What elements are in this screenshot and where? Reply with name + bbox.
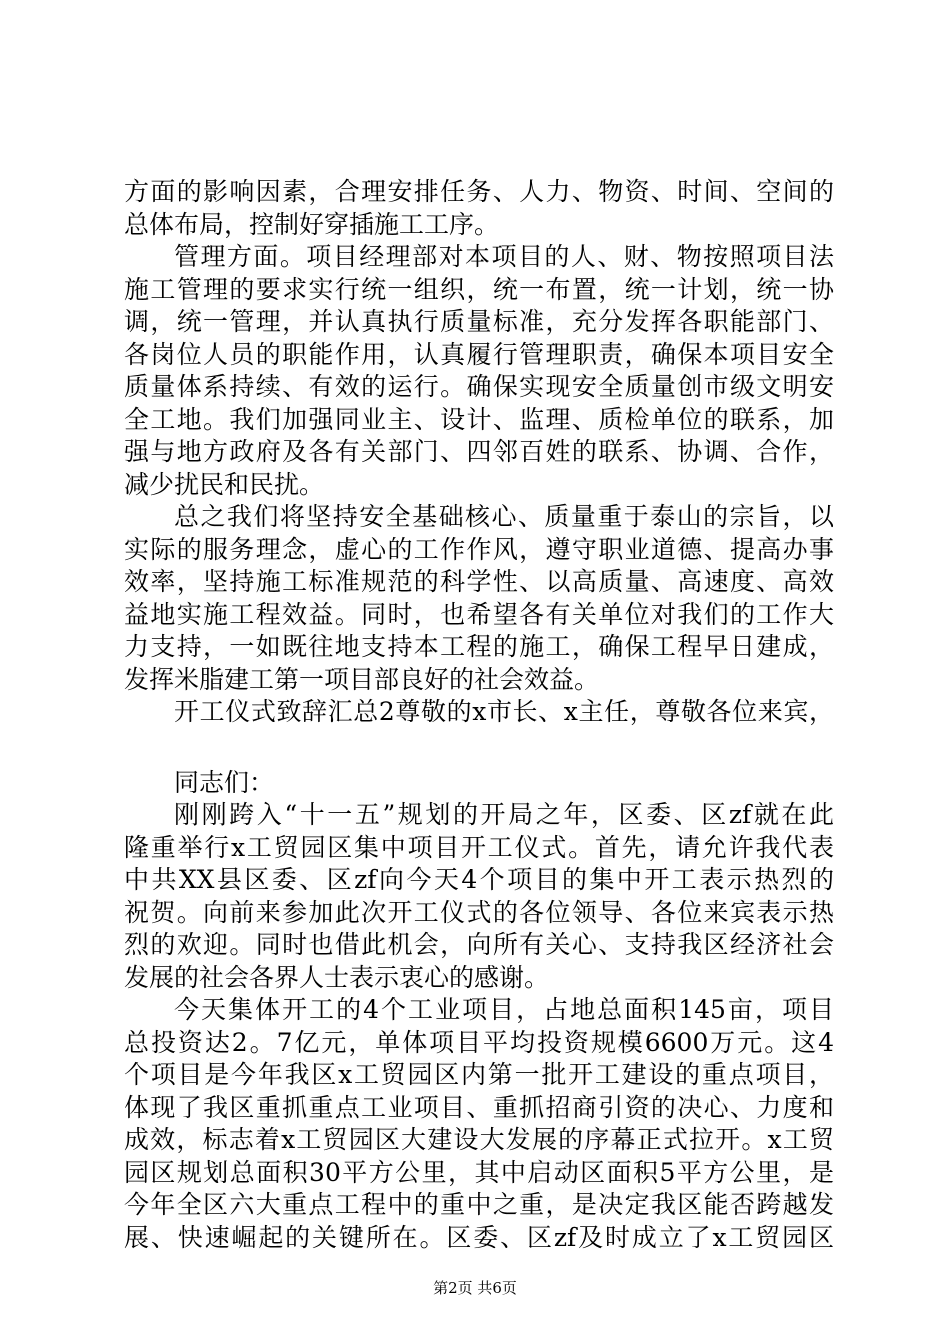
- text-line: 全工地。我们加强同业主、设计、监理、质检单位的联系，加: [124, 404, 834, 434]
- text-line: 强与地方政府及各有关部门、四邻百姓的联系、协调、合作，: [124, 437, 834, 466]
- text-line: 园区规划总面积30平方公里，其中启动区面积5平方公里，是: [124, 1157, 834, 1187]
- text-line: 同志们：: [174, 767, 275, 797]
- text-line: 效率，坚持施工标准规范的科学性、以高质量、高速度、高效: [124, 567, 834, 596]
- paragraph: [124, 501, 834, 696]
- text-line: 烈的欢迎。同时也借此机会，向所有关心、支持我区经济社会: [124, 930, 834, 959]
- text-line: 今天集体开工的4个工业项目，占地总面积145亩，项目: [174, 995, 834, 1024]
- text-line: 质量体系持续、有效的运行。确保实现安全质量创市级文明安: [124, 372, 834, 401]
- text-line: 今年全区六大重点工程中的重中之重，是决定我区能否跨越发: [124, 1190, 834, 1219]
- text-line: 总投资达2。7亿元，单体项目平均投资规模6600万元。这4: [124, 1027, 834, 1057]
- text-line: 个项目是今年我区x工贸园区内第一批开工建设的重点项目，: [124, 1060, 834, 1089]
- speech-heading: [124, 696, 834, 729]
- text-line: 体现了我区重抓重点工业项目、重抓招商引资的决心、力度和: [124, 1092, 834, 1122]
- text-line: 开工仪式致辞汇总2尊敬的x市长、x主任，尊敬各位来宾，: [174, 697, 834, 726]
- text-line: 隆重举行x工贸园区集中项目开工仪式。首先，请允许我代表: [124, 832, 834, 862]
- text-line: 减少扰民和民扰。: [124, 469, 325, 499]
- paragraph-gap: [124, 729, 834, 767]
- paragraph: [124, 241, 834, 501]
- text-line: 总体布局，控制好穿插施工工序。: [124, 209, 500, 239]
- text-line: 益地实施工程效益。同时，也希望各有关单位对我们的工作大: [124, 599, 834, 629]
- text-line: 总之我们将坚持安全基础核心、质量重于泰山的宗旨，以: [174, 502, 834, 531]
- text-line: 方面的影响因素，合理安排任务、人力、物资、时间、空间的: [124, 177, 834, 206]
- text-line: 实际的服务理念，虚心的工作作风，遵守职业道德、提高办事: [124, 534, 834, 564]
- text-line: 各岗位人员的职能作用，认真履行管理职责，确保本项目安全: [124, 339, 834, 369]
- paragraph: [124, 994, 834, 1254]
- text-line: 力支持，一如既往地支持本工程的施工，确保工程早日建成，: [124, 632, 834, 661]
- text-line: 发挥米脂建工第一项目部良好的社会效益。: [124, 664, 600, 694]
- page-number: 第2页 共6页: [433, 1279, 517, 1297]
- document-body: [124, 176, 834, 1254]
- salutation: [124, 767, 834, 800]
- paragraph: [124, 799, 834, 994]
- text-line: 展、快速崛起的关键所在。区委、区zf及时成立了x工贸园区: [124, 1222, 834, 1252]
- text-line: 刚刚跨入“十一五”规划的开局之年，区委、区zf就在此: [174, 800, 834, 829]
- text-line: 施工管理的要求实行统一组织，统一布置，统一计划，统一协: [124, 274, 834, 304]
- paragraph: [124, 176, 834, 241]
- text-line: 管理方面。项目经理部对本项目的人、财、物按照项目法: [174, 242, 834, 271]
- text-line: 祝贺。向前来参加此次开工仪式的各位领导、各位来宾表示热: [124, 897, 834, 927]
- text-line: 调，统一管理，并认真执行质量标准，充分发挥各职能部门、: [124, 307, 834, 336]
- text-line: 发展的社会各界人士表示衷心的感谢。: [124, 962, 550, 992]
- text-line: 成效，标志着x工贸园区大建设大发展的序幕正式拉开。x工贸: [124, 1125, 834, 1154]
- text-line: 中共XX县区委、区zf向今天4个项目的集中开工表示热烈的: [124, 865, 834, 894]
